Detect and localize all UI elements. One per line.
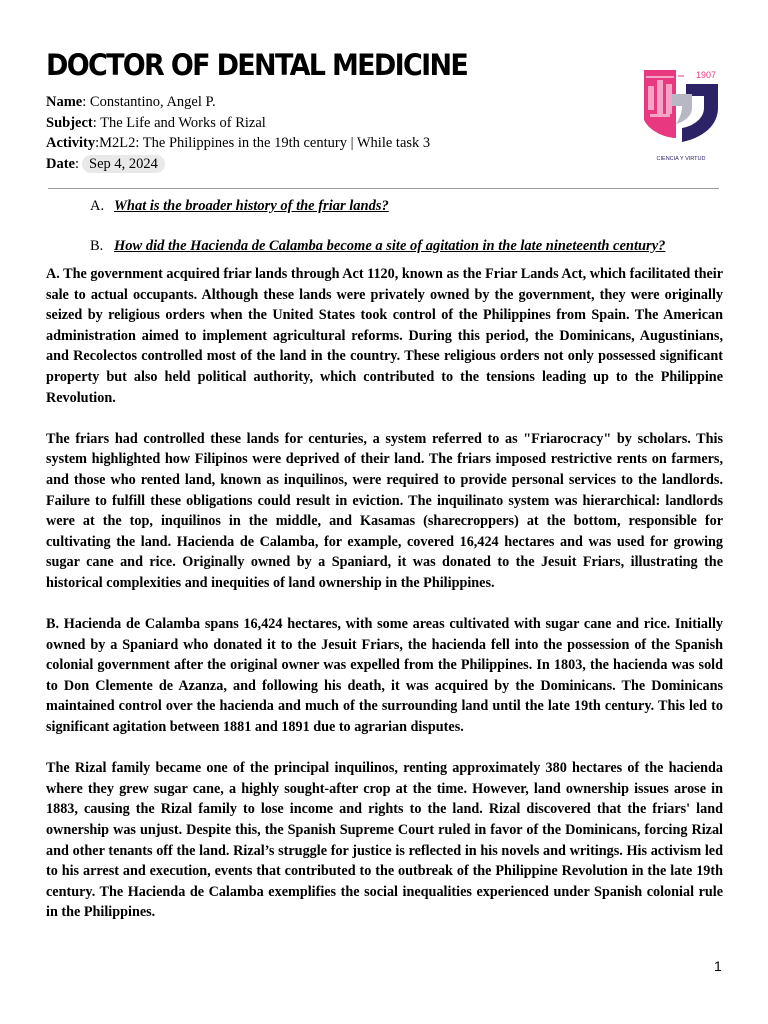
question-b-letter: B. [90, 238, 104, 254]
date-separator: : [75, 155, 80, 172]
rizal-family-paragraph: The Rizal family became one of the principal inquilinos, renting approximately 380 hectares of the hacienda where they grew sugar cane, a highly sought-after crop at the time. However, land ownership issues arose in 1883, causing the Rizal family to lose income and rights to the land. Rizal discovered that the friars' land ownership was unjust. Despite this, the Spanish Supreme Court ruled in favor of the Dominicans, forcing Rizal and other tenants off the land. Rizal’s struggle for justice is reflected in his novels and writings. His activism led to his arrest and execution, events that contributed to the outbreak of the Philippine Revolution in the late 19th century. The Hacienda de Calamba exemplifies the social inequalities experienced under Spanish colonial rule in the Philippines. [46, 760, 723, 921]
header-divider [48, 188, 719, 189]
answer-b-paragraph: B. Hacienda de Calamba spans 16,424 hectares, with some areas cultivated with sugar cane and rice. Initially owned by a Spaniard who donated it to the Jesuit Friars, the hacienda fell into the possession of the Spanish colonial government after the original owner was expelled from the Philippines. In 1803, the hacienda was sold to Don Clemente de Azanza, and following his death, it was acquired by the Dominicans. The Dominicans maintained control over the hacienda and much of the surrounding land until the late 19th century. This led to significant agitation between 1881 and 1891 due to agrarian disputes. [46, 616, 723, 736]
header-info [46, 92, 430, 174]
page-number: 1 [714, 958, 722, 974]
date-chip[interactable]: Sep 4, 2024 [82, 155, 165, 173]
logo-motto: CIENCIA Y VIRTUD [656, 156, 706, 162]
name-value: : Constantino, Angel P. [82, 94, 216, 110]
name-line [46, 92, 430, 113]
question-b-text: How did the Hacienda de Calamba become a site of agitation in the late nineteenth century? [114, 238, 666, 254]
activity-label: Activity [46, 135, 96, 151]
activity-value: :M2L2: The Philippines in the 19th century | While task 3 [95, 135, 431, 151]
question-a-text: What is the broader history of the friar lands? [114, 198, 389, 214]
subject-line [46, 113, 430, 134]
question-b [90, 238, 665, 255]
logo-year: 1907 [696, 70, 717, 80]
name-label: Name [46, 94, 83, 110]
answer-a-paragraph: A. The government acquired friar lands through Act 1120, known as the Friar Lands Act, which facilitated their sale to actual occupants. Although these lands were privately owned by the government, they were originally seized by religious orders when the United States took control of the Philippines from Spain. The American administration aimed to implement agricultural reforms. During this period, the Dominicans, Augustinians, and Recolectos controlled most of the land in the country. These religious orders not only possessed significant property but also held political authority, which contributed to the tensions leading up to the Philippine Revolution. [46, 266, 723, 406]
question-a-letter: A. [90, 198, 105, 214]
activity-line [46, 133, 430, 154]
date-line [46, 154, 430, 175]
document-title: DOCTOR OF DENTAL MEDICINE [46, 48, 468, 82]
subject-value: : The Life and Works of Rizal [92, 114, 266, 131]
question-a [90, 198, 389, 215]
friarocracy-paragraph: The friars had controlled these lands for centuries, a system referred to as "Friarocracy" by scholars. This system highlighted how Filipinos were deprived of their land. The friars imposed restrictive rents on farmers, and those who rented land, known as inquilinos, were required to provide personal services to the landlords. Failure to fulfill these obligations could result in eviction. The inquilinato system was hierarchical: landlords were at the top, inquilinos in the middle, and Kasamas (sharecroppers) at the bottom, responsible for cultivating the land. Hacienda de Calamba, for example, covered 16,424 hectares and was used for growing sugar cane and rice. Originally owned by a Spaniard, it was donated to the Jesuit Friars, illustrating the historical complexities and inequities of land ownership in the Philippines. [46, 430, 723, 591]
answer-body [46, 264, 723, 944]
date-label: Date [46, 155, 75, 172]
subject-label: Subject [46, 114, 93, 131]
university-logo [636, 64, 726, 168]
